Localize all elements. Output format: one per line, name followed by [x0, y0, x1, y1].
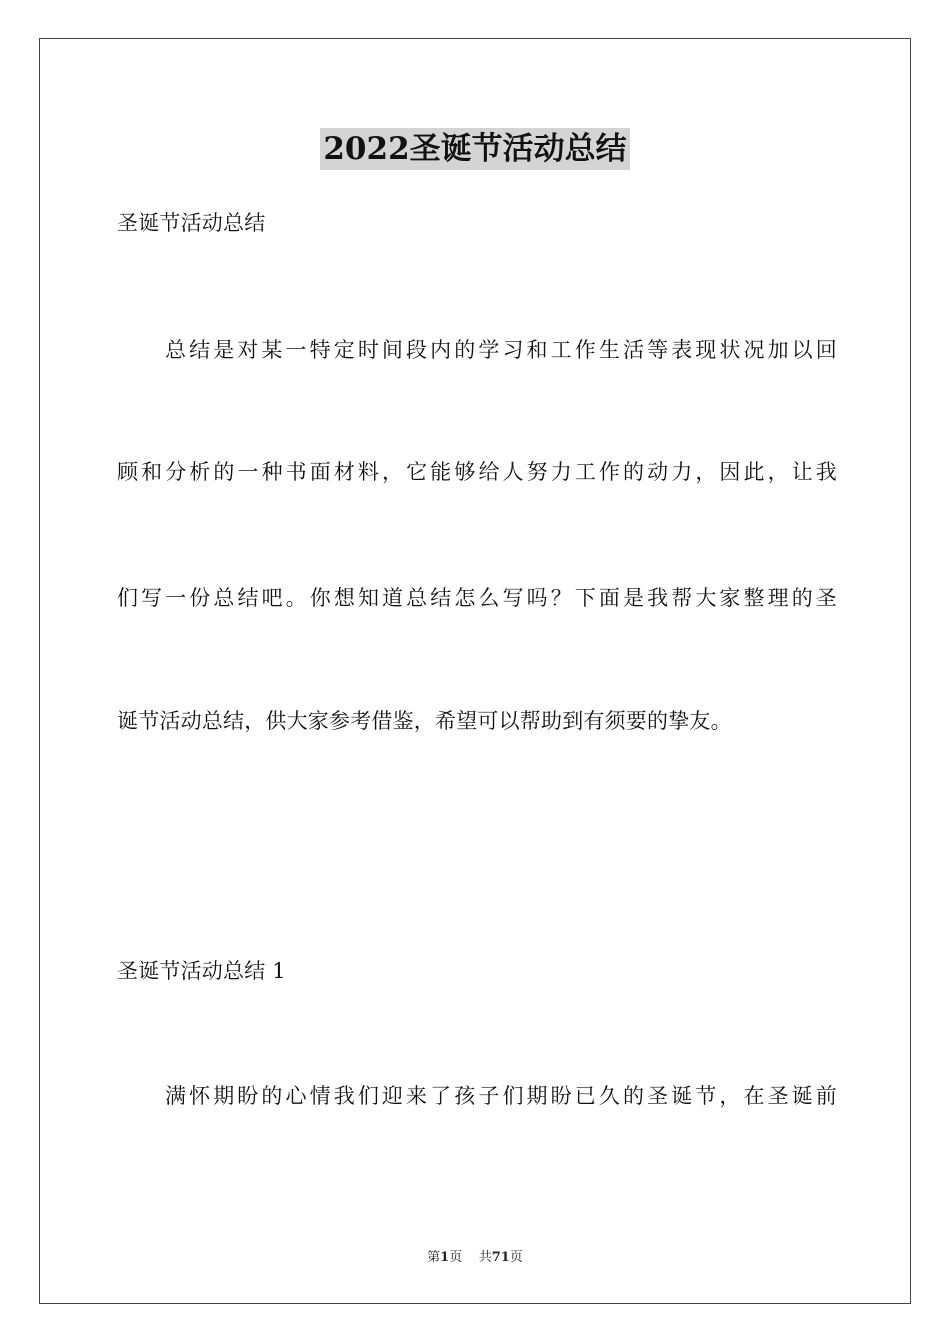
page-footer [0, 1246, 950, 1265]
intro-line-2: 顾和分析的一种书面材料，它能够给人努力工作的动力，因此，让我 [117, 460, 837, 484]
section-line-1: 满怀期盼的心情我们迎来了孩子们期盼已久的圣诞节，在圣诞前 [165, 1084, 837, 1108]
document-subtitle: 圣诞节活动总结 [117, 211, 266, 235]
footer-total-suffix: 页 [509, 1250, 523, 1265]
section-heading: 圣诞节活动总结 1 [117, 959, 286, 983]
document-title [0, 128, 950, 170]
footer-page-number: 1 [440, 1250, 450, 1265]
footer-total-prefix: 共 [478, 1250, 492, 1265]
footer-page-suffix: 页 [449, 1250, 463, 1265]
intro-line-4: 诞节活动总结，供大家参考借鉴，希望可以帮助到有须要的挚友。 [117, 709, 732, 733]
footer-page-prefix: 第 [427, 1250, 441, 1265]
footer-total-pages: 71 [491, 1250, 510, 1265]
intro-line-1: 总结是对某一特定时间段内的学习和工作生活等表现状况加以回 [165, 338, 837, 362]
document-title-text: 2022圣诞节活动总结 [320, 128, 629, 170]
intro-line-3: 们写一份总结吧。你想知道总结怎么写吗？下面是我帮大家整理的圣 [117, 586, 837, 610]
